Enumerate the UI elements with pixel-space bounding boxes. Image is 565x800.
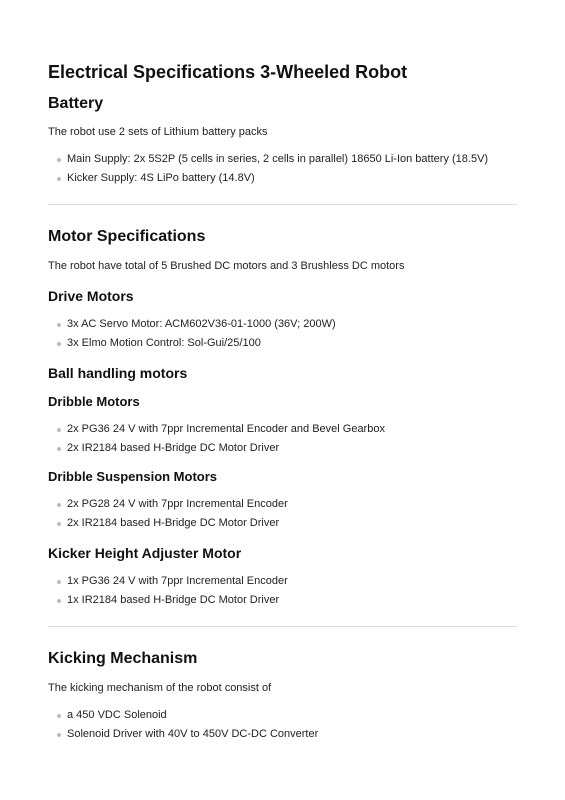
dribble-suspension-heading: Dribble Suspension Motors (48, 469, 218, 484)
drive-motors-list (48, 315, 517, 353)
list-item: 2x PG28 24 V with 7ppr Incremental Encoder (67, 495, 517, 514)
drive-motors-heading: Drive Motors (48, 288, 134, 304)
list-item: a 450 VDC Solenoid (67, 706, 517, 725)
list-item: 1x PG36 24 V with 7ppr Incremental Encoder (67, 572, 517, 591)
list-item: 2x IR2184 based H-Bridge DC Motor Driver (67, 439, 517, 458)
list-item: Solenoid Driver with 40V to 450V DC-DC Converter (67, 725, 517, 744)
ball-handling-heading: Ball handling motors (48, 365, 188, 381)
battery-intro: The robot use 2 sets of Lithium battery packs (48, 126, 268, 138)
kicker-height-list (48, 572, 517, 610)
list-item: 3x Elmo Motion Control: Sol-Gui/25/100 (67, 334, 517, 353)
list-item: 2x PG36 24 V with 7ppr Incremental Encoder and Bevel Gearbox (67, 420, 517, 439)
dribble-motors-list (48, 420, 517, 458)
list-item: 3x AC Servo Motor: ACM602V36-01-1000 (36V; 200W) (67, 315, 517, 334)
kicking-heading: Kicking Mechanism (48, 650, 198, 667)
dribble-motors-heading: Dribble Motors (48, 394, 140, 409)
kicking-intro: The kicking mechanism of the robot consist of (48, 682, 272, 694)
list-item: 2x IR2184 based H-Bridge DC Motor Driver (67, 514, 517, 533)
section-divider (48, 204, 517, 205)
page-title: Electrical Specifications 3-Wheeled Robot (48, 62, 408, 82)
dribble-suspension-list (48, 495, 517, 533)
list-item: 1x IR2184 based H-Bridge DC Motor Driver (67, 591, 517, 610)
motor-specs-heading: Motor Specifications (48, 228, 206, 245)
motor-specs-intro: The robot have total of 5 Brushed DC motors and 3 Brushless DC motors (48, 260, 405, 272)
list-item: Kicker Supply: 4S LiPo battery (14.8V) (67, 169, 517, 188)
kicking-list (48, 706, 517, 744)
kicker-height-heading: Kicker Height Adjuster Motor (48, 545, 242, 561)
section-divider (48, 626, 517, 627)
battery-heading: Battery (48, 95, 104, 112)
battery-list (48, 150, 517, 188)
list-item: Main Supply: 2x 5S2P (5 cells in series, 2 cells in parallel) 18650 Li-Ion battery (18.5V) (67, 150, 517, 169)
